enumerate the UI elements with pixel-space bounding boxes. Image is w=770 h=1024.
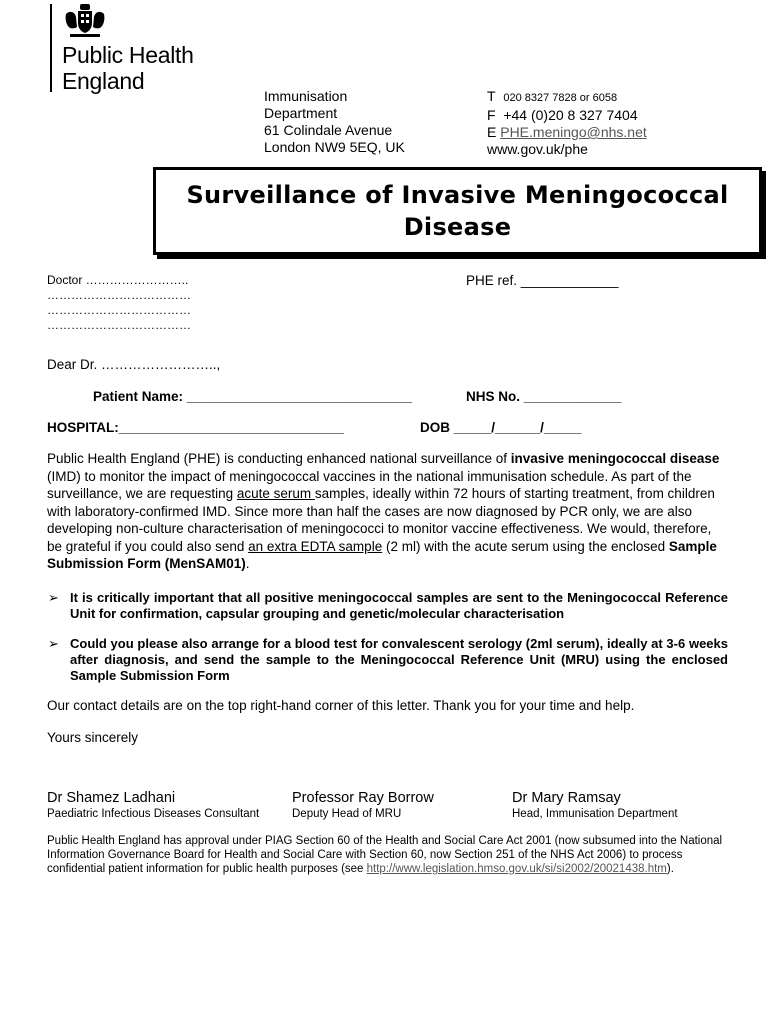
arrow-bullet-icon: ➢ [48, 590, 59, 605]
signatory: Dr Mary Ramsay Head, Immunisation Department [512, 790, 678, 820]
email-line: E PHE.meningo@nhs.net [487, 124, 647, 140]
signatory: Dr Shamez Ladhani Paediatric Infectious Diseases Consultant [47, 790, 260, 820]
logo-divider [50, 4, 52, 92]
phe-ref: PHE ref. _____________ [466, 273, 619, 288]
intro-paragraph: Public Health England (PHE) is conducting enhanced national surveillance of invasive meningococcal disease (IMD) to monitor the impact of meningococcal vaccines in the national immunisation schedule. As part of the surveillance, we are requesting acute serum samples, ideally within 72 hours of starting treatment, from children with laboratory-confirmed IMD. Since more than half the cases are now diagnosed by PCR only, we are also developing non-culture characterisation of meningococci to monitor vaccine effectiveness. We would, therefore, be grateful if you could also send an extra EDTA sample (2 ml) with the acute serum using the enclosed Sample Submission Form (MenSAM01). [47, 451, 720, 571]
email-link[interactable]: PHE.meningo@nhs.net [500, 124, 647, 140]
dob-field: DOB _____/______/_____ [420, 420, 582, 435]
title-box [153, 167, 762, 255]
document-title: Surveillance of Invasive Meningococcal Disease [186, 181, 729, 241]
legislation-link[interactable]: http://www.legislation.hmso.gov.uk/si/si2002/20021438.htm [366, 863, 667, 875]
nhs-number-field: NHS No. _____________ [466, 389, 622, 404]
bullet-item: ➢ It is critically important that all positive meningococcal samples are sent to the Meningococcal Reference Unit for confirmation, capsular grouping and genetic/molecular characterisation [48, 590, 728, 621]
bullet-item: ➢ Could you please also arrange for a blood test for convalescent serology (2ml serum), ideally at 3-6 weeks after diagnosis, and send the sample to the Meningococcal Reference Unit (MRU) using the enclosed Sample Submission Form [48, 636, 728, 683]
org-name: Public Health England [62, 42, 194, 94]
doctor-address-block: Doctor …………………….. ……………………………… ……………………………… ……………………………… [47, 273, 191, 332]
salutation: Dear Dr. …………………….., [47, 357, 221, 372]
contact-details [487, 88, 647, 158]
arrow-bullet-icon: ➢ [48, 636, 59, 651]
royal-crest-icon [62, 2, 108, 42]
phone-line: T 020 8327 7828 or 6058 [487, 88, 618, 104]
hospital-field: HOSPITAL:______________________________ [47, 420, 344, 435]
patient-name-field: Patient Name: ______________________________ [93, 389, 413, 404]
contact-note: Our contact details are on the top right-hand corner of this letter. Thank you for your time and help. [47, 698, 635, 713]
signatory: Professor Ray Borrow Deputy Head of MRU [292, 790, 434, 820]
website: www.gov.uk/phe [487, 141, 588, 157]
fax-line: F +44 (0)20 8 327 7404 [487, 107, 638, 123]
department-address: Immunisation Department 61 Colindale Avenue London NW9 5EQ, UK [264, 88, 405, 155]
footer-note: Public Health England has approval under PIAG Section 60 of the Health and Social Care Act 2001 (now subsumed into the National Information Governance Board for Health and Social Care with Section 60, now Section 251 of the NHS Act 2006) to process confidential patient information for public health purposes (see http://www.legislation.hmso.gov.uk/si/si2002/20021438.htm). [47, 835, 723, 875]
closing: Yours sincerely [47, 730, 139, 745]
